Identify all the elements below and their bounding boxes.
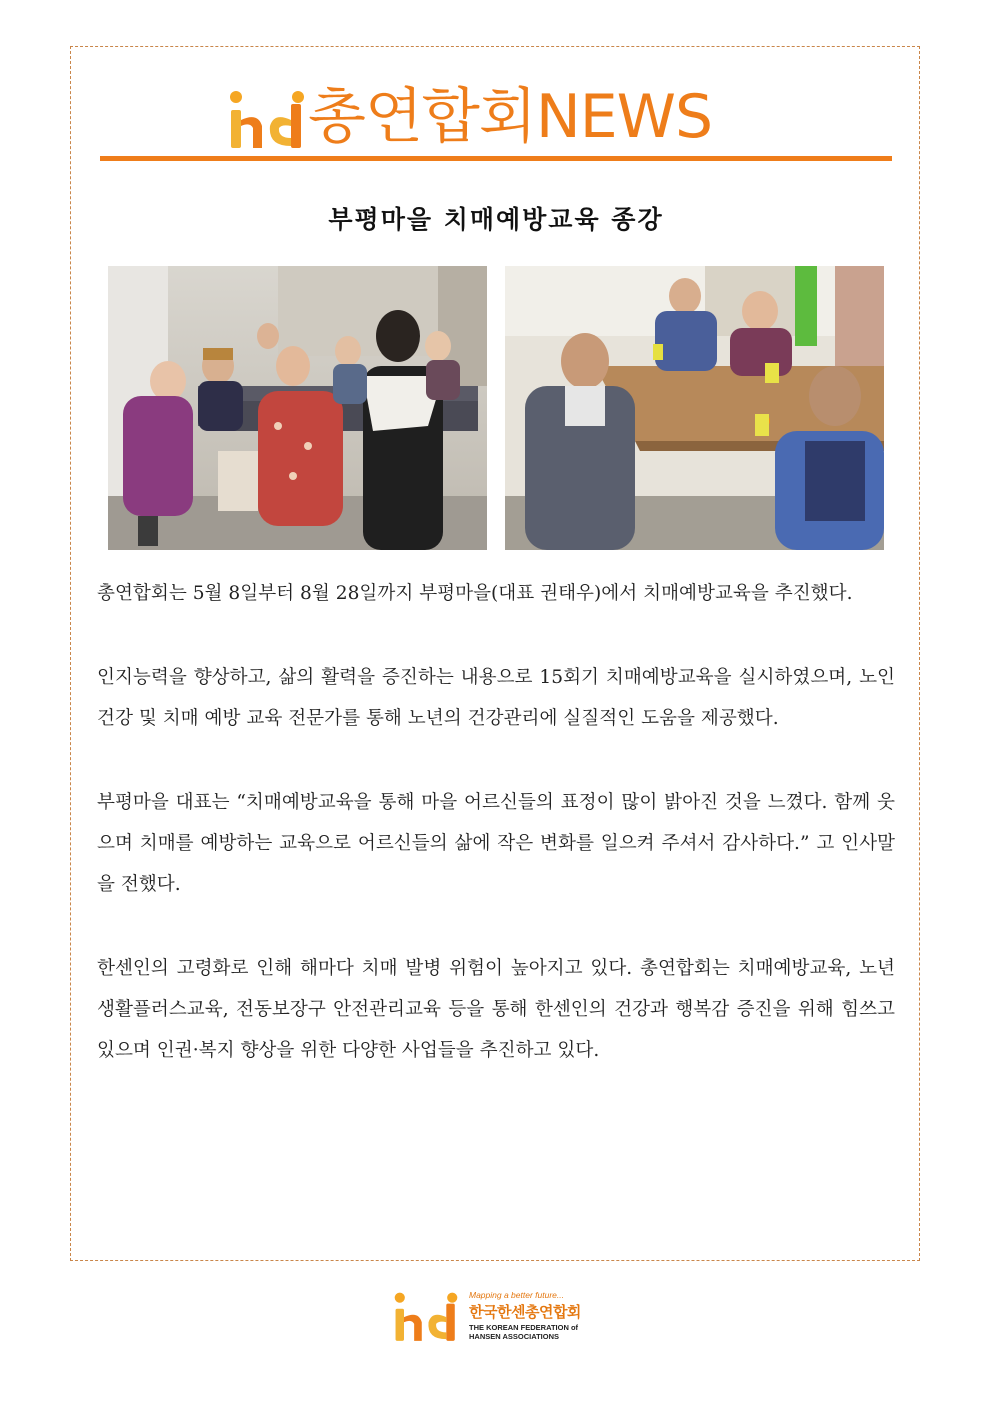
photo-table-cup-game [505,266,884,550]
footer-org-name-english [469,1323,609,1341]
hd-logo-icon [228,90,306,152]
photo-classroom-clapping [108,266,487,550]
masthead-rule [100,156,892,161]
article-paragraph: 한센인의 고령화로 인해 해마다 치매 발병 위험이 높아지고 있다. 총연합회는 치매예방교육, 노년 생활플러스교육, 전동보장구 안전관리교육 등을 통해 한센인의 건강과 행복감 증진을 위해 힘쓰고 있으며 인권·복지 향상을 위한 다양한 사업들을 추진하고 있다. [97,958,895,1061]
footer-en-line: THE KOREAN FEDERATION of [469,1323,579,1332]
article-headline: 부평마을 치매예방교육 종강 [328,205,664,234]
footer-org-name: 한국한센총연합회 [469,1303,581,1321]
article-paragraph: 총연합회는 5월 8일부터 8월 28일까지 부평마을(대표 권태우)에서 치매예방교육을 추진했다. [97,583,853,604]
masthead-title: 총연합회NEWS [308,82,713,152]
footer-en-line: HANSEN ASSOCIATIONS [469,1332,560,1341]
footer-brand [393,1288,613,1348]
masthead [100,78,892,164]
footer-tagline: Mapping a better future... [469,1290,564,1300]
article-paragraph: 인지능력을 향상하고, 삶의 활력을 증진하는 내용으로 15회기 치매예방교육을 실시하였으며, 노인 건강 및 치매 예방 교육 전문가를 통해 노년의 건강관리에 실질적인 도움을 제공했다. [97,667,895,729]
article-paragraph: 부평마을 대표는 “치매예방교육을 통해 마을 어르신들의 표정이 많이 밝아진 것을 느꼈다. 함께 웃으며 치매를 예방하는 교육으로 어르신들의 삶에 작은 변화를 일으켜 주셔서 감사하다.” 고 인사말을 전했다. [97,792,895,895]
hd-logo-icon [393,1290,459,1346]
article-body [97,573,895,1114]
